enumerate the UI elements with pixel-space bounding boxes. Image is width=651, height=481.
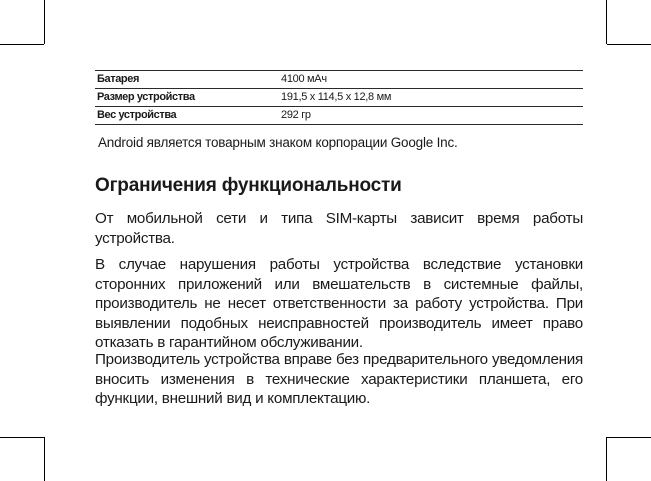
crop-mark-bottom-left-vertical	[44, 437, 45, 481]
crop-mark-bottom-right-horizontal	[607, 437, 651, 438]
paragraph-network: От мобильной сети и типа SIM-карты зависит время работы устройства.	[95, 210, 583, 247]
crop-mark-bottom-left-horizontal	[0, 437, 44, 438]
paragraph-liability: В случае нарушения работы устройства вследствие установки сторонних приложений или вмешательств в системные файлы, производитель не несет ответственности за работу устройства. При выявлении подобных неисправностей производитель имеет право отказать в гарантийном обслуживании.	[95, 256, 583, 352]
crop-mark-top-right-vertical	[606, 0, 607, 44]
trademark-note: Android является товарным знаком корпорации Google Inc.	[98, 135, 458, 150]
spec-value: 292 гр	[281, 109, 311, 121]
crop-mark-top-left-horizontal	[0, 44, 44, 45]
spec-value: 4100 мАч	[281, 73, 327, 85]
spec-value: 191,5 x 114,5 x 12,8 мм	[281, 91, 392, 103]
crop-mark-top-right-horizontal	[607, 44, 651, 45]
spec-row-weight	[95, 106, 583, 125]
section-heading: Ограничения функциональности	[95, 175, 402, 196]
specs-table	[95, 70, 583, 125]
crop-mark-bottom-right-vertical	[606, 437, 607, 481]
spec-row-battery	[95, 70, 583, 88]
spec-row-dimensions	[95, 88, 583, 106]
spec-label: Размер устройства	[97, 91, 195, 103]
crop-mark-top-left-vertical	[44, 0, 45, 44]
spec-label: Вес устройства	[97, 109, 177, 121]
spec-label: Батарея	[97, 73, 139, 85]
paragraph-changes: Производитель устройства вправе без предварительного уведомления вносить изменения в технические характеристики планшета, его функции, внешний вид и комплектацию.	[95, 351, 583, 408]
